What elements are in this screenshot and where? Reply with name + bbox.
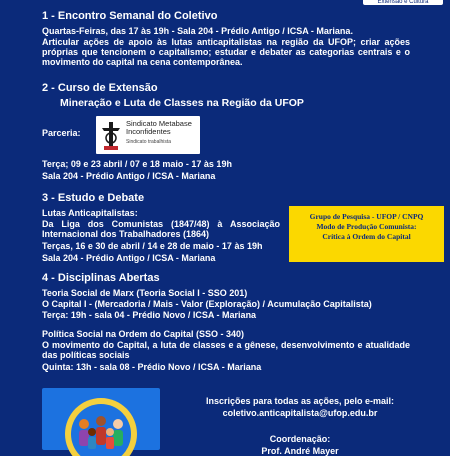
contact-email[interactable]: coletivo.anticapitalista@ufop.edu.br (222, 408, 378, 418)
section3-place: Sala 204 - Prédio Antigo / ICSA - Mariana (42, 253, 216, 263)
coordination-label: Coordenação: (269, 434, 331, 444)
section2-dates: Terça; 09 e 23 abril / 07 e 18 maio - 17 às 19h (42, 159, 232, 169)
section3-dates: Terças, 16 e 30 de abril / 14 e 28 de maio - 17 às 19h (42, 241, 263, 251)
section3-title: Lutas Anticapitalistas: (42, 208, 138, 218)
course1-schedule: Terça: 19h - sala 04 - Prédio Novo / ICSA - Mariana (42, 310, 257, 320)
collective-artwork (42, 388, 160, 450)
partner-label: Parceria: (42, 128, 81, 138)
course2-text: O movimento do Capital, a luta de classes e a gênese, desenvolvimento e atualidade das políticas sociais (42, 340, 410, 360)
section4-heading: 4 - Disciplinas Abertas (42, 272, 160, 284)
section3-text: Da Liga dos Comunistas (1847/48) à Associação Internacional dos Trabalhadores (1864) (42, 219, 280, 239)
course1-topics: O Capital I - (Mercadoria / Mais - Valor (Exploração) / Acumulação Capitalista) (42, 299, 372, 309)
section1-schedule: Quartas-Feiras, das 17 às 19h - Sala 204 - Prédio Antigo / ICSA - Mariana. (42, 26, 353, 36)
course1-title: Teoria Social de Marx (Teoria Social I - SSO 201) (42, 288, 248, 298)
section1-heading: 1 - Encontro Semanal do Coletivo (42, 10, 218, 22)
research-group-line3: Crítica à Ordem do Capital (322, 232, 411, 241)
registration-text: Inscrições para todas as ações, pelo e-mail: (205, 396, 395, 406)
partner-logo (96, 116, 200, 154)
research-group-line1: Grupo de Pesquisa - UFOP / CNPQ (309, 212, 424, 221)
section1-paragraph: Articular ações de apoio às lutas anticapitalistas na região da UFOP; criar ações próprias que tencionem o capitalismo; estudar e debater as categorias centrais e o movimento do capital na cena contemporânea. (42, 37, 410, 67)
partner-name: Sindicato Metabase Inconfidentes (126, 119, 192, 136)
coordinator-name: Prof. André Mayer (261, 446, 339, 456)
course2-schedule: Quinta: 13h - sala 08 - Prédio Novo / ICSA - Mariana (42, 362, 262, 372)
union-emblem-icon (100, 119, 122, 151)
section2-heading: 2 - Curso de Extensão (42, 82, 158, 94)
section2-place: Sala 204 - Prédio Antigo / ICSA - Mariana (42, 171, 216, 181)
partner-tagline: Sindicato trabalhista (126, 139, 172, 145)
research-group-line2: Modo de Produção Comunista: (316, 222, 417, 231)
section3-heading: 3 - Estudo e Debate (42, 192, 145, 204)
research-group-box (289, 206, 444, 262)
section2-subtitle: Mineração e Luta de Classes na Região da UFOP (60, 97, 304, 109)
header-tab: Extensão e Cultura (363, 0, 443, 5)
people-circle-illustration (42, 388, 160, 450)
course2-title: Política Social na Ordem do Capital (SSO - 340) (42, 329, 245, 339)
